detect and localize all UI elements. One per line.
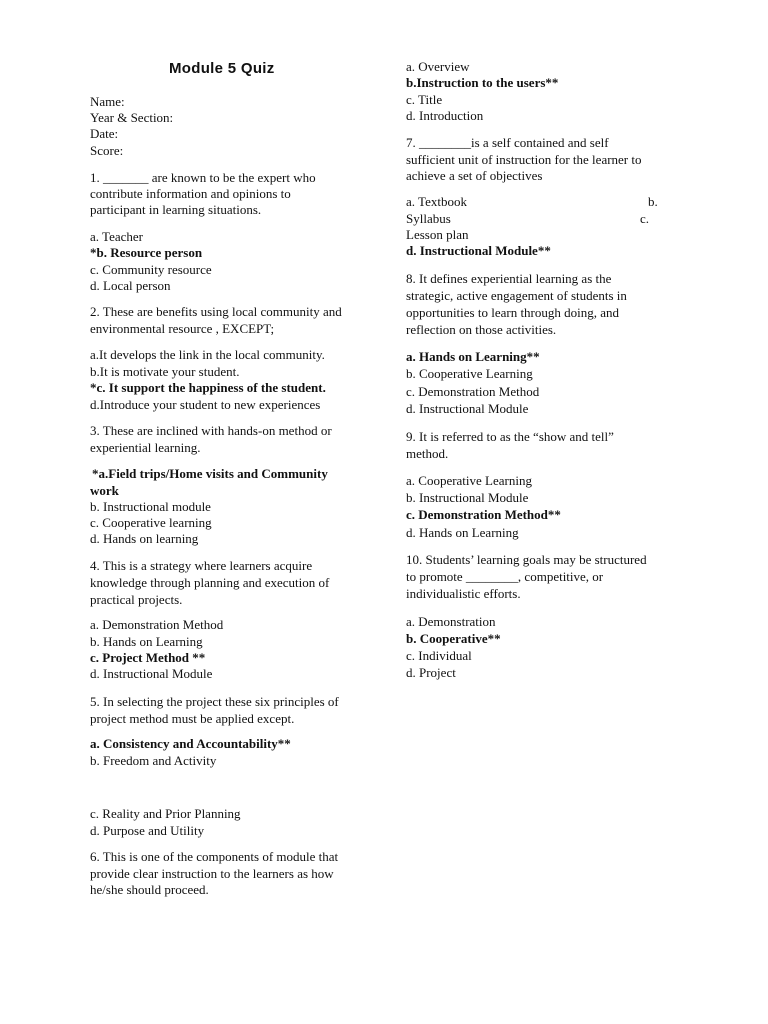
question-2-option: a.It develops the link in the local community. — [90, 347, 325, 362]
question-6-option: a. Overview — [406, 59, 470, 74]
question-6-text: provide clear instruction to the learners as how — [90, 866, 334, 881]
question-6-option: d. Introduction — [406, 108, 484, 123]
question-8-text: strategic, active engagement of students in — [406, 288, 627, 303]
question-1-text: participant in learning situations. — [90, 202, 262, 217]
question-1-text: contribute information and opinions to — [90, 186, 291, 201]
question-7-option: Syllabus — [406, 211, 451, 226]
question-8-text: reflection on those activities. — [406, 322, 557, 337]
question-5-option: c. Reality and Prior Planning — [90, 806, 241, 821]
question-3-text: experiential learning. — [90, 440, 201, 455]
question-2-option: d.Introduce your student to new experiences — [90, 397, 321, 412]
question-4-text: 4. This is a strategy where learners acquire — [90, 558, 313, 573]
question-8-answer: a. Hands on Learning** — [406, 349, 540, 364]
question-1-text: 1. _______ are known to be the expert who — [90, 170, 316, 185]
question-10-answer: b. Cooperative** — [406, 631, 501, 646]
question-10-text: individualistic efforts. — [406, 586, 521, 601]
question-1-option: d. Local person — [90, 278, 171, 293]
question-7-text: achieve a set of objectives — [406, 168, 543, 183]
question-9-option: d. Hands on Learning — [406, 525, 519, 540]
question-1-option: c. Community resource — [90, 262, 212, 277]
question-7-answer: d. Instructional Module** — [406, 243, 551, 258]
question-2-answer: *c. It support the happiness of the student. — [90, 380, 326, 395]
question-8-option: c. Demonstration Method — [406, 384, 540, 399]
question-5-option: d. Purpose and Utility — [90, 823, 205, 838]
question-2-text: 2. These are benefits using local community and — [90, 304, 342, 319]
question-4-answer: c. Project Method ** — [90, 650, 206, 665]
question-1-option: a. Teacher — [90, 229, 143, 244]
question-6-option: c. Title — [406, 92, 443, 107]
date-field-label: Date: — [90, 126, 119, 141]
question-2-text: environmental resource , EXCEPT; — [90, 321, 275, 336]
question-1-answer: *b. Resource person — [90, 245, 203, 260]
question-3-answer: work — [90, 483, 119, 498]
question-9-text: method. — [406, 446, 449, 461]
question-2-option: b.It is motivate your student. — [90, 364, 240, 379]
question-9-option: b. Instructional Module — [406, 490, 529, 505]
question-10-text: to promote ________, competitive, or — [406, 569, 604, 584]
question-3-option: d. Hands on learning — [90, 531, 199, 546]
question-8-option: b. Cooperative Learning — [406, 366, 533, 381]
question-9-option: a. Cooperative Learning — [406, 473, 532, 488]
question-4-text: knowledge through planning and execution of — [90, 575, 330, 590]
question-8-text: 8. It defines experiential learning as the — [406, 271, 612, 286]
question-5-option: b. Freedom and Activity — [90, 753, 217, 768]
question-3-option: b. Instructional module — [90, 499, 211, 514]
question-5-text: 5. In selecting the project these six principles of — [90, 694, 339, 709]
question-4-option: b. Hands on Learning — [90, 634, 203, 649]
score-field-label: Score: — [90, 143, 124, 158]
question-7-text: 7. ________is a self contained and self — [406, 135, 609, 150]
question-7-option: b. — [648, 194, 658, 209]
question-3-text: 3. These are inclined with hands-on method or — [90, 423, 332, 438]
question-10-option: d. Project — [406, 665, 456, 680]
question-5-answer: a. Consistency and Accountability** — [90, 736, 291, 751]
question-4-text: practical projects. — [90, 592, 183, 607]
name-field-label: Name: — [90, 94, 125, 109]
year-section-field-label: Year & Section: — [90, 110, 174, 125]
question-9-answer: c. Demonstration Method** — [406, 507, 561, 522]
question-6-text: he/she should proceed. — [90, 882, 209, 897]
question-7-option: c. — [640, 211, 650, 226]
question-9-text: 9. It is referred to as the “show and tell” — [406, 429, 614, 444]
question-10-option: c. Individual — [406, 648, 472, 663]
question-6-answer: b.Instruction to the users** — [406, 75, 559, 90]
question-7-text: sufficient unit of instruction for the learner to — [406, 152, 642, 167]
page-title: Module 5 Quiz — [169, 60, 275, 77]
question-3-answer: *a.Field trips/Home visits and Community — [92, 466, 328, 481]
question-5-text: project method must be applied except. — [90, 711, 295, 726]
question-10-text: 10. Students’ learning goals may be structured — [406, 552, 647, 567]
question-10-option: a. Demonstration — [406, 614, 496, 629]
question-8-option: d. Instructional Module — [406, 401, 529, 416]
question-7-option: a. Textbook — [406, 194, 467, 209]
question-8-text: opportunities to learn through doing, and — [406, 305, 620, 320]
question-4-option: a. Demonstration Method — [90, 617, 224, 632]
question-3-option: c. Cooperative learning — [90, 515, 212, 530]
question-7-option: Lesson plan — [406, 227, 469, 242]
question-6-text: 6. This is one of the components of module that — [90, 849, 339, 864]
question-4-option: d. Instructional Module — [90, 666, 213, 681]
